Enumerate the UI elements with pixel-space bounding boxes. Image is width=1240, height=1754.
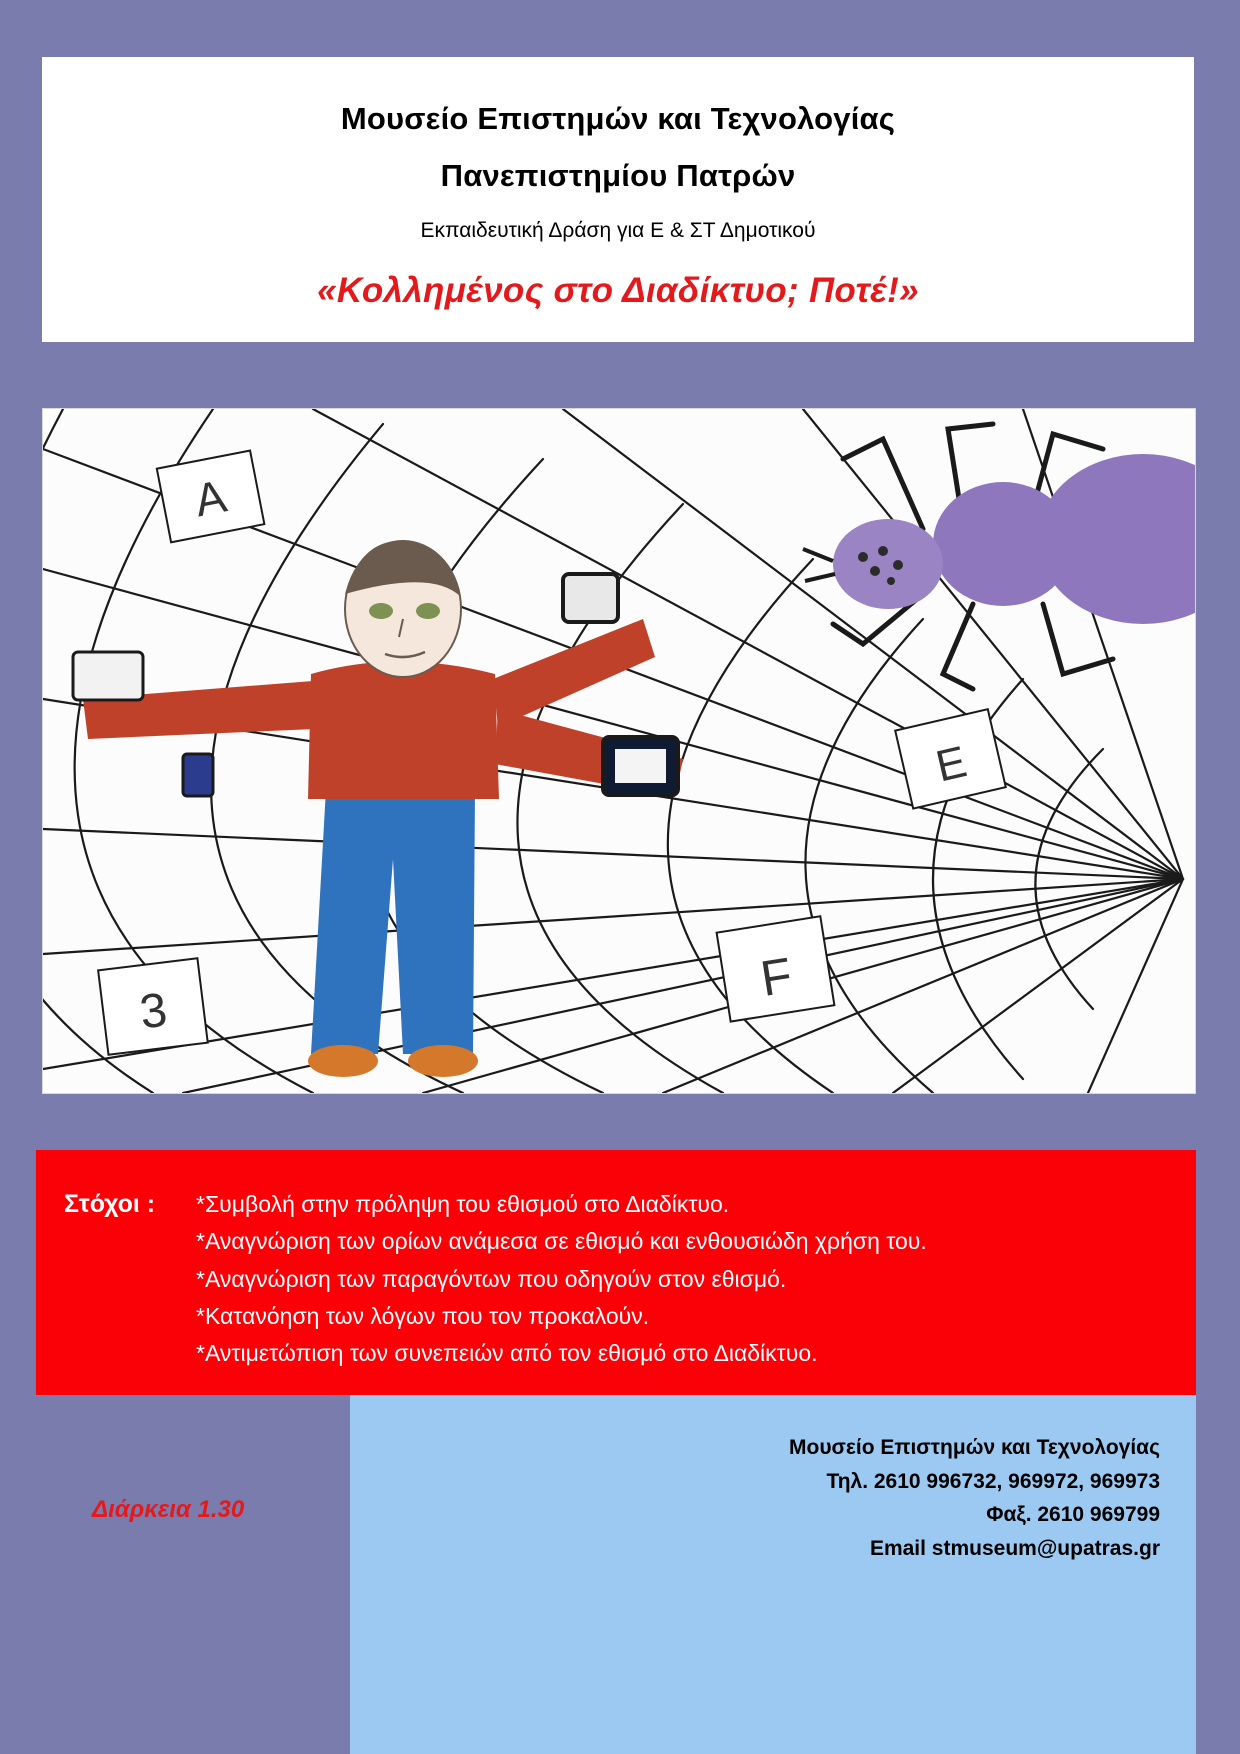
svg-text:F: F	[756, 946, 796, 1007]
contact-phone: Τηλ. 2610 996732, 969972, 969973	[826, 1469, 1160, 1493]
svg-text:E: E	[931, 737, 972, 792]
illustration-image	[42, 408, 1196, 1094]
contact-email: Email stmuseum@upatras.gr	[869, 1536, 1160, 1560]
contact-fax: Φαξ. 2610 969799	[986, 1503, 1160, 1527]
goal-item: *Αναγνώριση των ορίων ανάμεσα σε εθισμό και ενθουσιώδη χρήση του.	[196, 1228, 927, 1255]
header-panel	[42, 57, 1194, 342]
museum-name-line2: Πανεπιστημίου Πατρών	[440, 158, 796, 193]
svg-text:A: A	[190, 469, 231, 527]
museum-name-line1: Μουσείο Επιστημών και Τεχνολογίας	[340, 101, 896, 136]
goal-item: *Αντιμετώπιση των συνεπειών από τον εθισμό στο Διαδίκτυο.	[196, 1340, 818, 1366]
program-subtitle: Εκπαιδευτική Δράση για Ε & ΣΤ Δημοτικού	[420, 219, 816, 242]
contact-lines	[789, 1431, 1160, 1565]
spider-web-drawing	[43, 409, 1195, 1093]
letter-card-f	[717, 916, 835, 1021]
page-title: «Κολλημένος στο Διαδίκτυο; Ποτέ!»	[317, 271, 919, 310]
goal-item: *Αναγνώριση των παραγόντων που οδηγούν στον εθισμό.	[196, 1265, 787, 1292]
goals-label: Στόχοι :	[64, 1190, 156, 1218]
contact-museum-name: Μουσείο Επιστημών και Τεχνολογίας	[789, 1436, 1160, 1459]
goal-item: *Κατανόηση των λόγων που τον προκαλούν.	[196, 1302, 650, 1329]
contact-panel	[350, 1395, 1196, 1754]
goals-list	[196, 1186, 1176, 1372]
duration-label: Διάρκεια 1.30	[92, 1496, 245, 1523]
letter-card-3	[98, 958, 208, 1055]
goal-item: *Συμβολή στην πρόληψη του εθισμού στο Διαδίκτυο.	[196, 1191, 730, 1217]
goals-panel	[36, 1150, 1196, 1395]
svg-text:3: 3	[137, 983, 171, 1040]
